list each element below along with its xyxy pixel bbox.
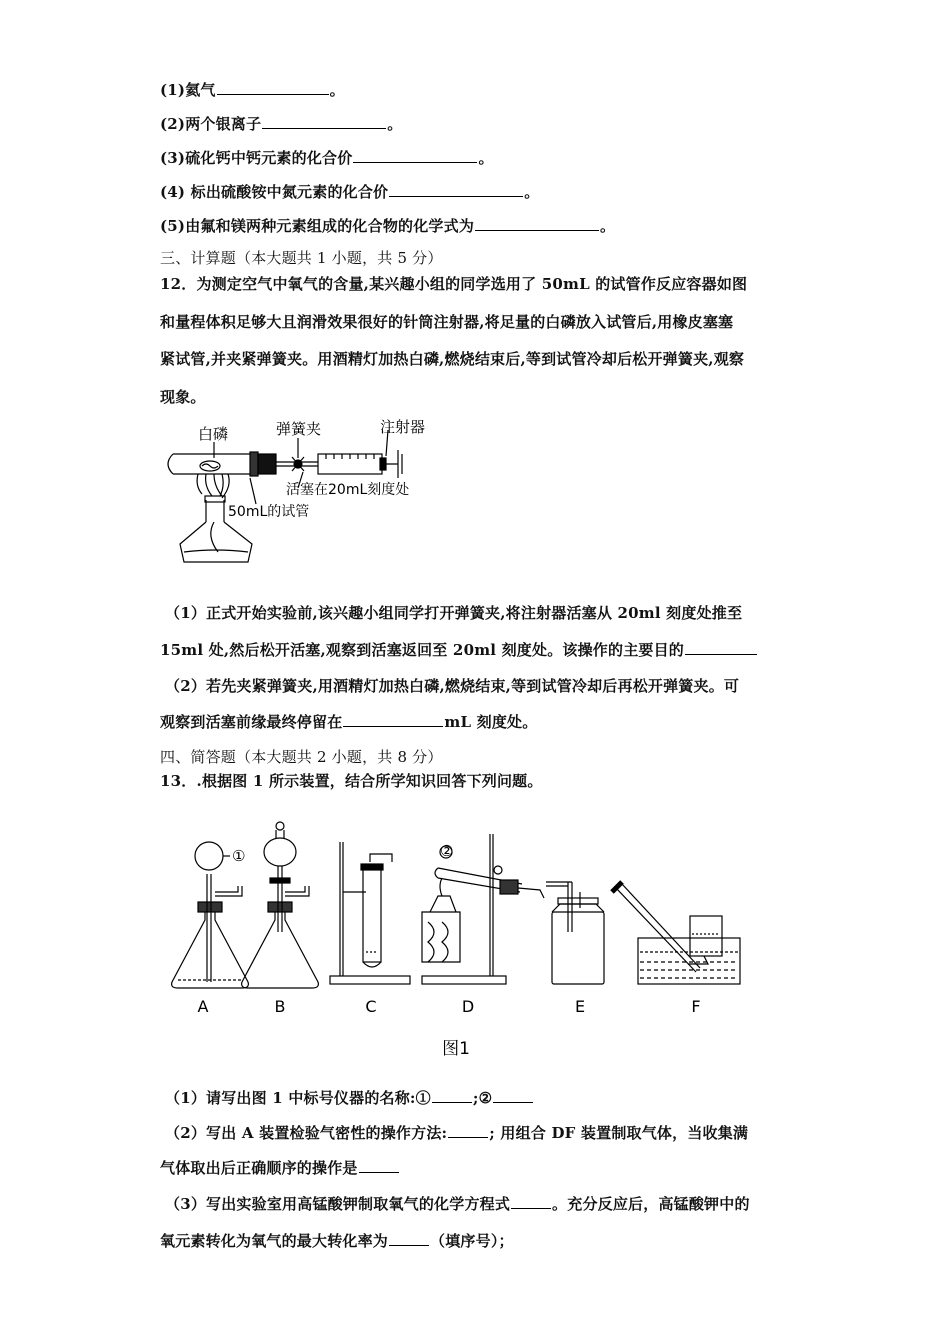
label-e: E	[574, 997, 586, 1016]
q12-sub2-line2: 观察到活塞前缘最终停留在 mL 刻度处。	[160, 713, 538, 731]
question-silver-ions: (2)两个银离子 。	[160, 115, 403, 133]
label-piston: 活塞在20mL刻度处	[286, 482, 410, 498]
answer-blank[interactable]	[389, 182, 523, 197]
question-helium: (1)氦气 。	[160, 81, 345, 99]
question-nitrogen-valence: (4) 标出硫酸铵中氮元素的化合价 。	[160, 183, 540, 201]
label-d: D	[461, 997, 475, 1016]
q12-sub2-line1: （2）若先夹紧弹簧夹,用酒精灯加热白磷,燃烧结束,等到试管冷却后再松开弹簧夹。可	[165, 677, 740, 695]
answer-blank[interactable]	[448, 1123, 488, 1138]
label-c: C	[365, 997, 377, 1016]
answer-blank[interactable]	[685, 640, 757, 655]
answer-blank[interactable]	[262, 114, 386, 129]
q13-sub3: （3）写出实验室用高锰酸钾制取氧气的化学方程式 。充分反应后，高锰酸钾中的	[165, 1195, 750, 1213]
phosphorus-apparatus-figure	[158, 412, 458, 582]
q13-sub1: （1）请写出图 1 中标号仪器的名称:① ;②	[165, 1088, 534, 1108]
label-test-tube: 50mL的试管	[228, 504, 310, 520]
section-header-short-answer: 四、简答题（本大题共 2 小题，共 8 分）	[160, 748, 443, 766]
answer-blank[interactable]	[217, 80, 329, 95]
marker-circle-2: ②	[440, 842, 454, 860]
q13-sub3-cont: 氧元素转化为氧气的最大转化率为 （填序号）；	[160, 1232, 514, 1250]
lab-apparatus-figure	[160, 812, 760, 1062]
q-text: (1)氦气	[160, 81, 216, 99]
apparatus-b	[242, 822, 319, 988]
label-white-phosphorus: 白磷	[198, 425, 229, 443]
answer-blank[interactable]	[511, 1194, 551, 1209]
q13-sub2: （2）写出 A 装置检验气密性的操作方法: ; 用组合 DF 装置制取气体，当收集满	[165, 1124, 749, 1142]
label-b: B	[274, 997, 286, 1016]
question-mgf-formula: (5)由氟和镁两种元素组成的化合物的化学式为 。	[160, 217, 616, 235]
q12-line: 和量程体积足够大且润滑效果很好的针筒注射器,将足量的白磷放入试管后,用橡皮塞塞	[160, 313, 734, 331]
q12-line: 12．为测定空气中氧气的含量,某兴趣小组的同学选用了 50mL 的试管作反应容器如图	[160, 275, 748, 293]
answer-blank[interactable]	[359, 1158, 399, 1173]
q12-sub1-line2: 15ml 处,然后松开活塞,观察到活塞返回至 20ml 刻度处。该操作的主要目的	[160, 640, 758, 660]
answer-blank[interactable]	[493, 1088, 533, 1103]
q12-sub1-line1: （1）正式开始实验前,该兴趣小组同学打开弹簧夹,将注射器活塞从 20ml 刻度处推至	[165, 604, 743, 622]
answer-blank[interactable]	[353, 148, 477, 163]
label-a: A	[197, 997, 209, 1016]
apparatus-c	[330, 842, 410, 984]
q12-line: 现象。	[160, 388, 206, 406]
apparatus-e	[546, 882, 604, 984]
answer-blank[interactable]	[389, 1231, 429, 1246]
q12-line: 紧试管,并夹紧弹簧夹。用酒精灯加热白磷,燃烧结束后,等到试管冷却后松开弹簧夹,观察	[160, 350, 745, 368]
answer-blank[interactable]	[475, 216, 599, 231]
apparatus-f	[612, 882, 740, 984]
question-calcium-valence: (3)硫化钙中钙元素的化合价 。	[160, 149, 494, 167]
answer-blank[interactable]	[432, 1088, 472, 1103]
label-spring-clamp: 弹簧夹	[276, 420, 322, 438]
q13-sub2-cont: 气体取出后正确顺序的操作是	[160, 1158, 400, 1178]
q13-text: 13．.根据图 1 所示装置，结合所学知识回答下列问题。	[160, 772, 543, 790]
label-f: F	[691, 997, 701, 1016]
marker-circle-1: ①	[232, 847, 246, 865]
section-header-calc: 三、计算题（本大题共 1 小题，共 5 分）	[160, 249, 443, 267]
label-syringe: 注射器	[380, 418, 426, 436]
figure-caption: 图1	[442, 1039, 470, 1059]
answer-blank[interactable]	[343, 712, 443, 727]
